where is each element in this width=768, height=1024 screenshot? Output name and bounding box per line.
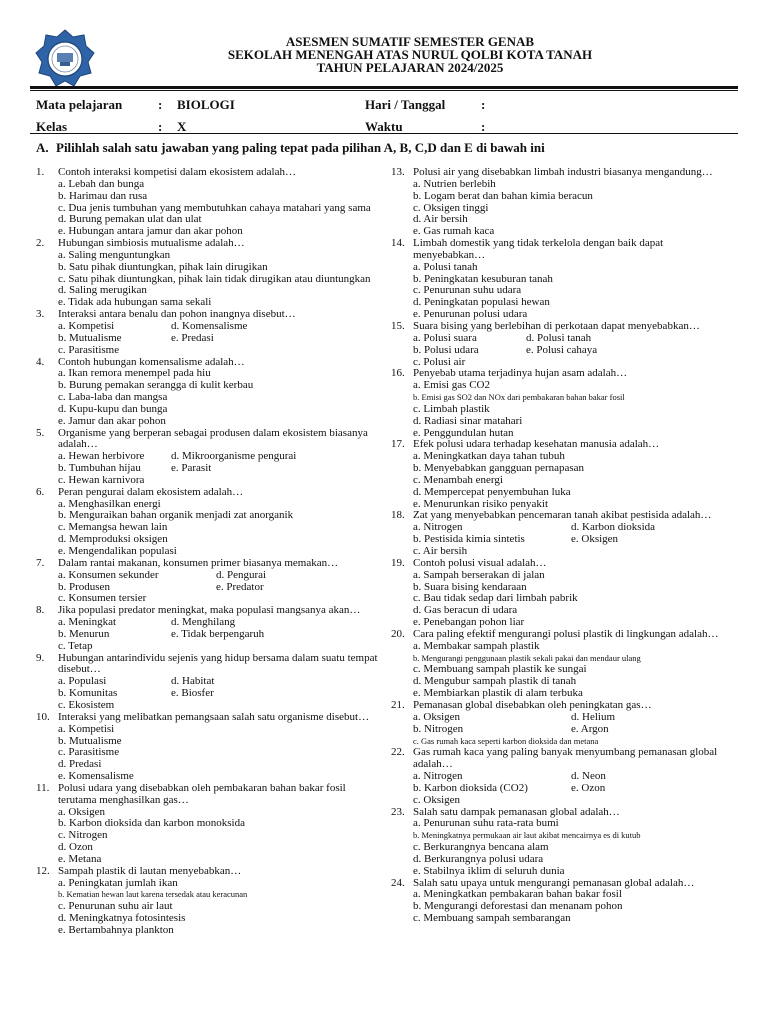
answer-option: a. Oksigen (58, 805, 106, 818)
answer-option: a. Membakar sampah plastik (413, 639, 540, 652)
question-text: Organisme yang berperan sebagai produsen dalam ekosistem biasanya adalah… (58, 426, 368, 451)
question-text: Contoh interaksi kompetisi dalam ekosistem adalah… (58, 166, 296, 178)
answer-option: b. Harimau dan rusa (58, 189, 148, 202)
answer-option: c. Dua jenis tumbuhan yang membutuhkan cahaya matahari yang sama (58, 201, 371, 214)
question-text: Limbah domestik yang tidak terkelola dengan baik dapat menyebabkan… (413, 237, 664, 261)
answer-option: e. Predator (216, 580, 264, 593)
answer-option: b. Suara bising kendaraan (413, 580, 527, 593)
answer-option: b. Produsen (58, 580, 110, 593)
question-number: 22. (391, 746, 405, 759)
question-number: 16. (391, 367, 405, 380)
exam-header (0, 35, 768, 74)
question-text: Cara paling efektif mengurangi polusi plastik di lingkungan adalah… (413, 627, 719, 640)
answer-option: e. Komensalisme (58, 770, 134, 783)
question-number: 5. (36, 426, 45, 439)
answer-option: e. Polusi cahaya (526, 343, 598, 356)
answer-option: e. Penggundulan hutan (413, 426, 514, 439)
answer-option: a. Oksigen (413, 710, 461, 723)
answer-option: a. Lebah dan bunga (58, 177, 145, 190)
answer-option: c. Tetap (58, 639, 93, 652)
question-number: 21. (391, 698, 405, 711)
question-text: Salah satu dampak pemanasan global adalah… (413, 805, 620, 818)
answer-option: d. Pengurai (216, 568, 267, 581)
question-text: Jika populasi predator meningkat, maka populasi mangsanya akan… (58, 604, 361, 617)
answer-option: b. Burung pemakan serangga di kulit kerbau (58, 379, 254, 392)
question-item (391, 510, 737, 557)
answer-option: c. Memangsa hewan lain (58, 521, 168, 534)
answer-option: a. Meningkatkan pembakaran bahan bakar fosil (413, 888, 622, 901)
question-item (36, 653, 381, 712)
answer-option: c. Polusi air (413, 355, 466, 368)
answer-option: e. Gas rumah kaca (413, 225, 495, 238)
question-text: Polusi udara yang disebabkan oleh pembakaran bahan bakar fosil terutama menghasilkan gas… (58, 781, 346, 806)
question-number: 4. (36, 355, 45, 368)
question-item (391, 321, 737, 368)
answer-option: c. Nitrogen (58, 829, 108, 842)
answer-option: c. Gas rumah kaca seperti karbon dioksida dan metana (413, 735, 599, 746)
time-colon: : (481, 119, 486, 134)
answer-option: d. Kupu-kupu dan bunga (58, 402, 168, 415)
question-item (391, 238, 737, 321)
question-number: 13. (391, 166, 405, 178)
question-number: 6. (36, 485, 45, 498)
answer-option: d. Mikroorganisme pengurai (171, 450, 297, 463)
answer-option: d. Memproduksi oksigen (58, 533, 168, 546)
answer-option: e. Penurunan polusi udara (413, 308, 528, 321)
subject-colon: : (158, 97, 163, 112)
answer-option: b. Nitrogen (413, 722, 464, 735)
answer-option: a. Nutrien berlebih (413, 177, 496, 190)
question-number: 3. (36, 308, 45, 321)
answer-option: b. Menyebabkan gangguan pernapasan (413, 462, 585, 475)
date-colon: : (481, 97, 486, 112)
question-item (36, 309, 381, 356)
question-number: 23. (391, 805, 405, 818)
answer-option: e. Membiarkan plastik di alam terbuka (413, 687, 583, 700)
answer-option: e. Parasit (171, 462, 212, 475)
answer-option: b. Karbon dioksida dan karbon monoksida (58, 817, 245, 830)
answer-option: d. Habitat (171, 675, 215, 688)
answer-option: a. Nitrogen (413, 521, 463, 534)
answer-option: e. Hubungan antara jamur dan akar pohon (58, 225, 243, 238)
answer-option: b. Tumbuhan hijau (58, 462, 141, 475)
question-number: 9. (36, 651, 45, 664)
section-text: Pilihlah salah satu jawaban yang paling tepat pada pilihan A, B, C,D dan E di bawah ini (56, 140, 545, 155)
answer-option: c. Laba-laba dan mangsa (58, 391, 168, 404)
question-number: 7. (36, 556, 45, 569)
question-text: Sampah plastik di lautan menyebabkan… (58, 864, 242, 877)
section-letter: A. (36, 140, 49, 155)
question-item (391, 878, 737, 925)
answer-option: b. Satu pihak diuntungkan, pihak lain dirugikan (58, 260, 268, 273)
answer-option: b. Peningkatan kesuburan tanah (413, 272, 553, 285)
answer-option: a. Polusi suara (413, 331, 477, 344)
answer-option: c. Air bersih (413, 545, 468, 557)
question-item (36, 487, 381, 558)
answer-option: c. Membuang sampah plastik ke sungai (413, 663, 587, 676)
answer-options (413, 451, 737, 510)
class-value: X (177, 119, 187, 134)
question-number: 10. (36, 710, 50, 723)
question-text: Zat yang menyebabkan pencemaran tanah akibat pestisida adalah… (413, 509, 712, 522)
answer-option: b. Mengurangi penggunaan plastik sekali pakai dan mendaur ulang (413, 652, 641, 663)
question-text: Hubungan simbiosis mutualisme adalah… (58, 237, 245, 250)
answer-options (413, 889, 737, 925)
question-text: Penyebab utama terjadinya hujan asam adalah… (413, 367, 628, 380)
answer-options (58, 368, 381, 427)
answer-option: e. Tidak berpengaruh (171, 627, 265, 640)
answer-option: d. Komensalisme (171, 319, 248, 332)
answer-option: d. Peningkatan populasi hewan (413, 296, 550, 309)
answer-option: b. Meningkatnya permukaan air laut akibat mencairnya es di kutub (413, 830, 641, 841)
time-label: Waktu (365, 119, 403, 134)
answer-options (58, 499, 381, 558)
academic-year: TAHUN PELAJARAN 2024/2025 (316, 60, 504, 75)
answer-option: d. Mengubur sampah plastik di tanah (413, 675, 577, 688)
question-number: 18. (391, 509, 405, 522)
answer-option: d. Helium (571, 710, 615, 723)
answer-option: e. Bertambahnya plankton (58, 924, 174, 936)
answer-option: c. Konsumen tersier (58, 592, 147, 605)
question-number: 2. (36, 237, 45, 250)
exam-title: ASESMEN SUMATIF SEMESTER GENAB (285, 34, 535, 49)
question-item (391, 807, 737, 878)
info-rule (30, 133, 738, 134)
question-item (36, 428, 381, 487)
answer-options (58, 179, 381, 238)
answer-option: e. Biosfer (171, 687, 214, 700)
answer-option: b. Mengurangi deforestasi dan menanam pohon (413, 900, 623, 913)
answer-option: a. Emisi gas CO2 (413, 379, 490, 392)
answer-option: e. Menurunkan risiko penyakit (413, 497, 549, 510)
answer-option: d. Meningkatnya fotosintesis (58, 912, 186, 925)
answer-option: b. Pestisida kimia sintetis (413, 533, 525, 546)
header-rule-thin (30, 90, 738, 91)
answer-option: c. Limbah plastik (413, 402, 490, 415)
answer-option: c. Ekosistem (58, 698, 115, 711)
answer-options (413, 771, 737, 807)
question-text: Gas rumah kaca yang paling banyak menyumbang pemanasan global adalah… (413, 746, 718, 771)
question-number: 8. (36, 604, 45, 617)
answer-option: e. Oksigen (571, 533, 619, 546)
answer-option: e. Jamur dan akar pohon (58, 414, 166, 427)
question-item (36, 605, 381, 652)
answer-option: c. Penurunan suhu air laut (58, 900, 173, 913)
question-number: 15. (391, 319, 405, 332)
answer-option: b. Karbon dioksida (CO2) (413, 781, 528, 794)
answer-option: d. Karbon dioksida (571, 521, 656, 534)
answer-option: d. Air bersih (413, 213, 468, 226)
answer-option: a. Populasi (58, 675, 107, 688)
question-text: Interaksi yang melibatkan pemangsaan salah satu organisme disebut… (58, 710, 370, 723)
answer-option: d. Polusi tanah (526, 331, 592, 344)
question-item (391, 747, 737, 806)
question-text: Pemanasan global disebabkan oleh peningkatan gas… (413, 698, 652, 711)
question-number: 1. (36, 166, 45, 178)
question-item (391, 368, 737, 439)
answer-option: c. Satu pihak diuntungkan, pihak lain tidak dirugikan atau diuntungkan (58, 272, 371, 285)
answer-option: e. Argon (571, 722, 609, 735)
answer-option: c. Penurunan suhu udara (413, 284, 522, 297)
answer-option: a. Kompetisi (58, 722, 115, 735)
question-text: Hubungan antarindividu sejenis yang hidup bersama dalam suatu tempat disebut… (58, 651, 378, 676)
question-text: Efek polusi udara terhadap kesehatan manusia adalah… (413, 438, 660, 451)
answer-option: d. Predasi (58, 758, 102, 771)
answer-option: c. Menambah energi (413, 473, 503, 486)
answer-option: b. Menguraikan bahan organik menjadi zat anorganik (58, 509, 294, 522)
answer-option: b. Kematian hewan laut karena tersedak atau keracunan (58, 889, 248, 900)
question-number: 14. (391, 237, 405, 250)
answer-options (413, 380, 737, 439)
answer-option: e. Ozon (571, 781, 606, 794)
answer-option: d. Radiasi sinar matahari (413, 414, 523, 427)
questions-column-left (36, 167, 381, 937)
section-instruction (36, 140, 545, 156)
questions-column-right (391, 167, 737, 925)
answer-option: e. Penebangan pohon liar (413, 616, 525, 629)
answer-options (58, 570, 381, 606)
answer-option: c. Berkurangnya bencana alam (413, 841, 549, 854)
question-item (36, 357, 381, 428)
answer-options (58, 617, 381, 653)
answer-option: d. Gas beracun di udara (413, 604, 518, 617)
answer-option: a. Polusi tanah (413, 260, 478, 273)
question-text: Peran pengurai dalam ekosistem adalah… (58, 485, 244, 498)
question-number: 24. (391, 876, 405, 889)
question-item (391, 629, 737, 700)
answer-options (413, 179, 737, 238)
question-text: Polusi air yang disebabkan limbah industri biasanya mengandung… (413, 166, 713, 178)
answer-options (413, 641, 737, 700)
answer-options (58, 878, 381, 937)
answer-option: a. Menghasilkan energi (58, 497, 161, 510)
answer-options (413, 522, 737, 558)
answer-option: a. Meningkat (58, 616, 117, 629)
answer-options (58, 807, 381, 866)
question-item (391, 167, 737, 238)
question-text: Suara bising yang berlebihan di perkotaan dapat menyebabkan… (413, 319, 700, 332)
question-number: 12. (36, 864, 50, 877)
question-text: Salah satu upaya untuk mengurangi pemanasan global adalah… (413, 876, 695, 889)
answer-option: d. Berkurangnya polusi udara (413, 852, 544, 865)
answer-option: d. Mempercepat penyembuhan luka (413, 485, 571, 498)
answer-option: d. Saling merugikan (58, 284, 147, 297)
answer-option: e. Mengendalikan populasi (58, 545, 177, 557)
question-number: 19. (391, 556, 405, 569)
answer-option: d. Burung pemakan ulat dan ulat (58, 213, 202, 226)
answer-options (413, 333, 737, 369)
question-text: Dalam rantai makanan, konsumen primer biasanya memakan… (58, 556, 339, 569)
class-colon: : (158, 119, 163, 134)
answer-options (58, 451, 381, 487)
answer-option: b. Mutualisme (58, 331, 122, 344)
answer-option: e. Tidak ada hubungan sama sekali (58, 296, 212, 309)
question-item (36, 238, 381, 309)
subject-value: BIOLOGI (177, 97, 235, 112)
answer-options (58, 321, 381, 357)
answer-option: a. Saling menguntungkan (58, 248, 171, 261)
answer-option: a. Ikan remora menempel pada hiu (58, 367, 211, 380)
school-name: SEKOLAH MENENGAH ATAS NURUL QOLBI KOTA TANAH (227, 47, 593, 62)
answer-option: a. Hewan herbivore (58, 450, 145, 463)
answer-option: b. Emisi gas SO2 dan NOx dari pembakaran bahan bakar fosil (413, 392, 625, 403)
answer-option: a. Penurunan suhu rata-rata bumi (413, 817, 559, 830)
question-item (391, 700, 737, 747)
question-item (36, 866, 381, 937)
answer-option: a. Kompetisi (58, 319, 115, 332)
answer-option: a. Konsumen sekunder (58, 568, 159, 581)
answer-option: b. Komunitas (58, 687, 118, 700)
question-number: 17. (391, 438, 405, 451)
answer-option: c. Bau tidak sedap dari limbah pabrik (413, 592, 578, 605)
answer-option: d. Menghilang (171, 616, 236, 629)
answer-options (413, 262, 737, 321)
answer-options (413, 712, 737, 748)
answer-option: b. Mutualisme (58, 734, 122, 747)
answer-option: d. Ozon (58, 841, 93, 854)
question-item (36, 712, 381, 783)
question-number: 20. (391, 627, 405, 640)
answer-options (413, 570, 737, 629)
header-rule-thick (30, 86, 738, 89)
answer-option: c. Hewan karnivora (58, 473, 145, 486)
answer-option: c. Parasitisme (58, 746, 120, 759)
answer-option: d. Neon (571, 770, 606, 783)
answer-option: c. Oksigen tinggi (413, 201, 489, 214)
question-number: 11. (36, 781, 50, 794)
answer-option: b. Logam berat dan bahan kimia beracun (413, 189, 593, 202)
answer-option: c. Membuang sampah sembarangan (413, 912, 571, 925)
answer-options (58, 676, 381, 712)
question-item (36, 558, 381, 605)
question-text: Contoh hubungan komensalisme adalah… (58, 355, 245, 368)
answer-options (58, 724, 381, 783)
date-label: Hari / Tanggal (365, 97, 446, 112)
answer-options (58, 250, 381, 309)
question-item (391, 439, 737, 510)
answer-option: b. Menurun (58, 627, 110, 640)
answer-option: b. Polusi udara (413, 343, 479, 356)
question-item (391, 558, 737, 629)
subject-label: Mata pelajaran (36, 97, 123, 112)
answer-options (413, 818, 737, 877)
answer-option: c. Parasitisme (58, 343, 120, 356)
question-item (36, 783, 381, 866)
answer-option: a. Sampah berserakan di jalan (413, 568, 545, 581)
question-item (36, 167, 381, 238)
answer-option: c. Oksigen (413, 793, 461, 806)
question-text: Interaksi antara benalu dan pohon inangnya disebut… (58, 308, 296, 321)
answer-option: a. Meningkatkan daya tahan tubuh (413, 450, 565, 463)
answer-option: a. Nitrogen (413, 770, 463, 783)
answer-option: e. Metana (58, 852, 102, 865)
answer-option: a. Peningkatan jumlah ikan (58, 876, 178, 889)
question-text: Contoh polusi visual adalah… (413, 556, 547, 569)
answer-option: e. Predasi (171, 331, 214, 344)
class-label: Kelas (36, 119, 68, 134)
answer-option: e. Stabilnya iklim di seluruh dunia (413, 864, 565, 877)
